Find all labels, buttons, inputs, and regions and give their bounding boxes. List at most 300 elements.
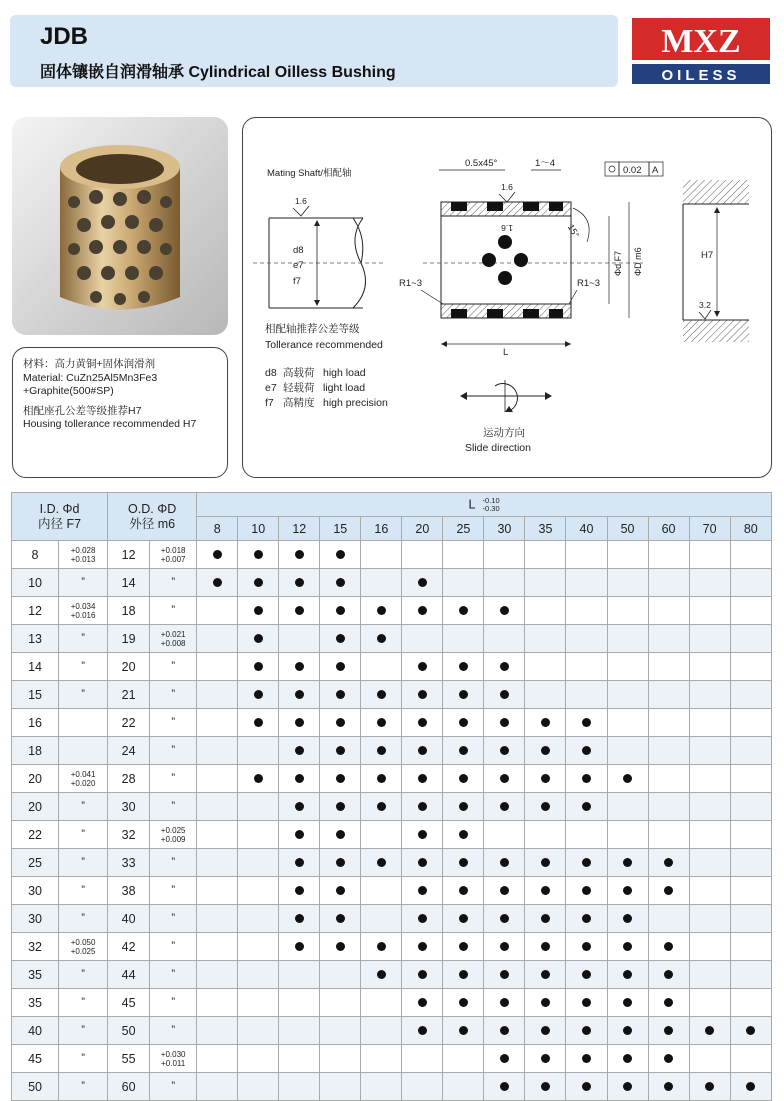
availability-cell-80	[730, 681, 771, 709]
technical-drawing	[242, 117, 772, 478]
availability-cell-25	[443, 1045, 484, 1073]
availability-dot	[336, 718, 345, 727]
od-tolerance	[150, 597, 197, 625]
availability-dot	[664, 858, 673, 867]
availability-cell-8	[197, 709, 238, 737]
availability-cell-70	[689, 989, 730, 1017]
availability-dot	[459, 690, 468, 699]
id-value: 14	[12, 653, 59, 681]
id-tolerance-line: ”	[81, 576, 85, 588]
od-value: 19	[108, 625, 150, 653]
range-label: 1～4	[535, 158, 556, 169]
id-tolerance	[59, 821, 108, 849]
load-f7-cn: 高精度	[283, 397, 315, 409]
od-tolerance-line: ”	[171, 576, 175, 588]
availability-dot	[541, 914, 550, 923]
availability-dot	[418, 718, 427, 727]
shaft-roughness: 1.6	[295, 196, 307, 206]
availability-cell-20	[402, 905, 443, 933]
length-col-16: 16	[361, 517, 402, 541]
od-value: 18	[108, 597, 150, 625]
availability-dot	[582, 858, 591, 867]
id-value: 45	[12, 1045, 59, 1073]
availability-dot	[254, 606, 263, 615]
id-tolerance-line: ”	[81, 1052, 85, 1064]
id-tolerance	[59, 625, 108, 653]
id-tolerance	[59, 597, 108, 625]
availability-cell-40	[566, 905, 607, 933]
od-tolerance-line: ”	[171, 912, 175, 924]
availability-cell-16	[361, 877, 402, 905]
availability-cell-15	[320, 569, 361, 597]
table-row	[12, 597, 772, 625]
availability-cell-60	[648, 933, 689, 961]
id-tolerance	[59, 569, 108, 597]
id-value: 12	[12, 597, 59, 625]
availability-dot	[295, 550, 304, 559]
availability-cell-40	[566, 961, 607, 989]
availability-dot	[295, 914, 304, 923]
availability-cell-40	[566, 569, 607, 597]
availability-cell-20	[402, 541, 443, 569]
availability-cell-20	[402, 989, 443, 1017]
length-col-20: 20	[402, 517, 443, 541]
brand-logo	[630, 14, 772, 86]
availability-cell-50	[607, 821, 648, 849]
availability-cell-10	[238, 625, 279, 653]
availability-cell-60	[648, 597, 689, 625]
radius-left: R1~3	[399, 278, 422, 289]
availability-cell-35	[525, 681, 566, 709]
availability-cell-80	[730, 709, 771, 737]
id-tolerance-line: ”	[81, 632, 85, 644]
availability-dot	[541, 1082, 550, 1091]
od-tolerance	[150, 821, 197, 849]
availability-cell-70	[689, 597, 730, 625]
availability-dot	[664, 998, 673, 1007]
availability-cell-16	[361, 709, 402, 737]
id-tolerance	[59, 1073, 108, 1101]
availability-cell-80	[730, 1073, 771, 1101]
availability-cell-30	[484, 961, 525, 989]
availability-cell-35	[525, 569, 566, 597]
availability-cell-8	[197, 877, 238, 905]
availability-cell-35	[525, 849, 566, 877]
availability-dot	[295, 830, 304, 839]
availability-cell-16	[361, 989, 402, 1017]
availability-dot	[664, 886, 673, 895]
availability-dot	[623, 970, 632, 979]
availability-cell-12	[279, 569, 320, 597]
availability-cell-12	[279, 653, 320, 681]
table-row	[12, 541, 772, 569]
availability-cell-50	[607, 541, 648, 569]
radius-right: R1~3	[577, 278, 600, 289]
load-e7-cn: 轻载荷	[283, 382, 315, 394]
availability-dot	[541, 886, 550, 895]
availability-dot	[418, 858, 427, 867]
od-tolerance	[150, 625, 197, 653]
od-value: 21	[108, 681, 150, 709]
length-col-40: 40	[566, 517, 607, 541]
availability-cell-40	[566, 821, 607, 849]
availability-dot	[541, 1054, 550, 1063]
availability-dot	[418, 998, 427, 1007]
od-tolerance	[150, 905, 197, 933]
od-tolerance-line: ”	[171, 968, 175, 980]
availability-cell-15	[320, 905, 361, 933]
id-tolerance	[59, 933, 108, 961]
availability-cell-12	[279, 541, 320, 569]
availability-dot	[664, 1054, 673, 1063]
availability-cell-80	[730, 625, 771, 653]
availability-cell-15	[320, 933, 361, 961]
id-value: 20	[12, 793, 59, 821]
availability-cell-25	[443, 681, 484, 709]
availability-dot	[377, 606, 386, 615]
availability-dot	[582, 942, 591, 951]
od-tolerance-line: ”	[171, 1080, 175, 1092]
availability-dot	[418, 578, 427, 587]
availability-dot	[418, 606, 427, 615]
od-tolerance	[150, 1045, 197, 1073]
id-tolerance-line: +0.041	[70, 769, 96, 779]
availability-cell-10	[238, 793, 279, 821]
availability-dot	[418, 690, 427, 699]
header-banner	[10, 15, 618, 87]
id-value: 50	[12, 1073, 59, 1101]
availability-dot	[254, 718, 263, 727]
table-body	[12, 541, 772, 1101]
id-value: 8	[12, 541, 59, 569]
availability-cell-20	[402, 933, 443, 961]
availability-dot	[377, 802, 386, 811]
availability-dot	[418, 830, 427, 839]
mating-shaft-shape	[253, 218, 383, 308]
availability-dot	[418, 662, 427, 671]
od-header: O.D. ΦD 外径 m6	[108, 493, 197, 541]
od-tolerance-line: ”	[171, 800, 175, 812]
od-value: 60	[108, 1073, 150, 1101]
od-value: 44	[108, 961, 150, 989]
availability-cell-15	[320, 1045, 361, 1073]
availability-dot	[377, 858, 386, 867]
material-en-2: +Graphite(500#SP)	[23, 385, 114, 397]
availability-cell-25	[443, 1017, 484, 1045]
availability-dot	[582, 802, 591, 811]
table-row	[12, 765, 772, 793]
logo-brand-text: MXZ	[661, 23, 741, 60]
availability-dot	[254, 634, 263, 643]
availability-cell-10	[238, 961, 279, 989]
availability-cell-25	[443, 933, 484, 961]
availability-dot	[500, 1054, 509, 1063]
od-value: 20	[108, 653, 150, 681]
availability-cell-70	[689, 709, 730, 737]
availability-cell-50	[607, 1045, 648, 1073]
availability-cell-60	[648, 625, 689, 653]
availability-cell-12	[279, 905, 320, 933]
availability-dot	[418, 746, 427, 755]
id-tolerance-line: ”	[81, 688, 85, 700]
availability-cell-50	[607, 625, 648, 653]
availability-cell-8	[197, 1045, 238, 1073]
availability-cell-15	[320, 625, 361, 653]
availability-dot	[500, 774, 509, 783]
availability-cell-50	[607, 849, 648, 877]
od-value: 24	[108, 737, 150, 765]
availability-cell-12	[279, 737, 320, 765]
table-row	[12, 905, 772, 933]
availability-dot	[541, 718, 550, 727]
availability-dot	[295, 718, 304, 727]
table-row	[12, 1045, 772, 1073]
availability-dot	[459, 802, 468, 811]
availability-cell-12	[279, 765, 320, 793]
od-value: 22	[108, 709, 150, 737]
availability-cell-16	[361, 681, 402, 709]
id-tolerance	[59, 709, 108, 737]
availability-cell-25	[443, 709, 484, 737]
availability-cell-40	[566, 653, 607, 681]
availability-dot	[582, 970, 591, 979]
od-tolerance-line: ”	[171, 940, 175, 952]
availability-cell-16	[361, 793, 402, 821]
availability-cell-15	[320, 877, 361, 905]
availability-cell-50	[607, 681, 648, 709]
od-tolerance	[150, 653, 197, 681]
availability-cell-30	[484, 765, 525, 793]
id-value: 40	[12, 1017, 59, 1045]
availability-cell-30	[484, 793, 525, 821]
availability-cell-16	[361, 933, 402, 961]
availability-dot	[459, 746, 468, 755]
availability-dot	[623, 1054, 632, 1063]
od-tolerance	[150, 933, 197, 961]
length-col-15: 15	[320, 517, 361, 541]
availability-cell-15	[320, 1017, 361, 1045]
availability-cell-25	[443, 793, 484, 821]
id-tolerance-line: +0.028	[70, 545, 96, 555]
availability-cell-40	[566, 849, 607, 877]
availability-cell-35	[525, 737, 566, 765]
availability-cell-70	[689, 849, 730, 877]
availability-cell-15	[320, 849, 361, 877]
availability-cell-25	[443, 569, 484, 597]
availability-cell-80	[730, 1045, 771, 1073]
availability-dot	[336, 690, 345, 699]
availability-dot	[377, 774, 386, 783]
availability-cell-80	[730, 793, 771, 821]
availability-cell-80	[730, 961, 771, 989]
availability-cell-20	[402, 793, 443, 821]
availability-dot	[623, 914, 632, 923]
availability-dot	[295, 942, 304, 951]
length-col-35: 35	[525, 517, 566, 541]
id-tolerance-line: ”	[81, 884, 85, 896]
availability-cell-60	[648, 793, 689, 821]
availability-cell-15	[320, 989, 361, 1017]
availability-dot	[500, 802, 509, 811]
availability-cell-35	[525, 1017, 566, 1045]
availability-cell-10	[238, 737, 279, 765]
availability-cell-40	[566, 933, 607, 961]
availability-cell-8	[197, 681, 238, 709]
availability-cell-12	[279, 1045, 320, 1073]
id-label: Φd F7	[613, 250, 623, 276]
availability-cell-10	[238, 905, 279, 933]
availability-cell-10	[238, 821, 279, 849]
availability-cell-12	[279, 1017, 320, 1045]
table-row	[12, 569, 772, 597]
availability-cell-12	[279, 709, 320, 737]
availability-dot	[336, 578, 345, 587]
availability-cell-8	[197, 1017, 238, 1045]
id-value: 13	[12, 625, 59, 653]
table-row	[12, 1073, 772, 1101]
id-value: 30	[12, 905, 59, 933]
availability-cell-40	[566, 877, 607, 905]
availability-cell-25	[443, 989, 484, 1017]
availability-cell-80	[730, 541, 771, 569]
availability-cell-25	[443, 625, 484, 653]
availability-cell-20	[402, 849, 443, 877]
availability-cell-20	[402, 765, 443, 793]
availability-dot	[254, 662, 263, 671]
availability-dot	[295, 886, 304, 895]
od-tolerance-line: ”	[171, 744, 175, 756]
availability-cell-16	[361, 625, 402, 653]
availability-cell-50	[607, 765, 648, 793]
availability-dot	[459, 1026, 468, 1035]
od-value: 14	[108, 569, 150, 597]
od-tolerance-line: +0.025	[160, 825, 186, 835]
availability-cell-8	[197, 821, 238, 849]
table-row	[12, 961, 772, 989]
availability-cell-15	[320, 681, 361, 709]
table-row	[12, 653, 772, 681]
availability-cell-8	[197, 905, 238, 933]
housing-roughness: 3.2	[699, 300, 711, 310]
availability-cell-60	[648, 1045, 689, 1073]
availability-dot	[705, 1026, 714, 1035]
od-tolerance-line: +0.007	[160, 554, 186, 564]
length-header: L -0.10 -0.30	[197, 493, 772, 517]
availability-cell-70	[689, 1073, 730, 1101]
availability-cell-10	[238, 1073, 279, 1101]
availability-cell-15	[320, 821, 361, 849]
availability-cell-35	[525, 1045, 566, 1073]
availability-cell-70	[689, 877, 730, 905]
availability-dot	[336, 802, 345, 811]
availability-cell-8	[197, 625, 238, 653]
id-tolerance-line: ”	[81, 1024, 85, 1036]
availability-dot	[500, 1082, 509, 1091]
availability-dot	[295, 802, 304, 811]
availability-cell-25	[443, 653, 484, 681]
availability-cell-10	[238, 933, 279, 961]
availability-dot	[295, 858, 304, 867]
housing-fit: H7	[701, 250, 714, 261]
od-tolerance	[150, 1073, 197, 1101]
availability-cell-12	[279, 849, 320, 877]
availability-cell-16	[361, 541, 402, 569]
availability-dot	[500, 858, 509, 867]
id-tolerance-line: ”	[81, 996, 85, 1008]
availability-dot	[418, 774, 427, 783]
availability-dot	[336, 550, 345, 559]
availability-cell-8	[197, 933, 238, 961]
table-row	[12, 709, 772, 737]
od-value: 42	[108, 933, 150, 961]
availability-cell-12	[279, 821, 320, 849]
availability-cell-30	[484, 849, 525, 877]
availability-cell-35	[525, 905, 566, 933]
availability-cell-20	[402, 709, 443, 737]
availability-cell-20	[402, 681, 443, 709]
availability-cell-15	[320, 709, 361, 737]
od-value: 12	[108, 541, 150, 569]
availability-dot	[418, 1026, 427, 1035]
id-value: 30	[12, 877, 59, 905]
od-tolerance-line: ”	[171, 772, 175, 784]
id-tolerance	[59, 653, 108, 681]
availability-cell-20	[402, 1045, 443, 1073]
availability-dot	[459, 662, 468, 671]
material-en-1: Material: CuZn25Al5Mn3Fe3	[23, 371, 158, 384]
availability-cell-20	[402, 653, 443, 681]
roughness-outer: 1.6	[501, 182, 513, 192]
availability-cell-8	[197, 1073, 238, 1101]
availability-cell-16	[361, 905, 402, 933]
angle-label: 15°	[565, 222, 582, 240]
availability-cell-20	[402, 625, 443, 653]
availability-cell-12	[279, 681, 320, 709]
od-tolerance	[150, 849, 197, 877]
availability-dot	[541, 998, 550, 1007]
id-tolerance	[59, 877, 108, 905]
availability-cell-50	[607, 597, 648, 625]
availability-cell-30	[484, 541, 525, 569]
availability-cell-10	[238, 877, 279, 905]
availability-cell-50	[607, 989, 648, 1017]
availability-cell-30	[484, 821, 525, 849]
availability-dot	[582, 1026, 591, 1035]
id-value: 35	[12, 989, 59, 1017]
availability-cell-60	[648, 541, 689, 569]
dimension-table	[11, 492, 772, 1101]
id-tolerance	[59, 905, 108, 933]
id-value: 25	[12, 849, 59, 877]
availability-cell-80	[730, 905, 771, 933]
availability-cell-50	[607, 653, 648, 681]
id-tolerance-line: +0.013	[70, 554, 96, 564]
availability-cell-60	[648, 569, 689, 597]
availability-cell-40	[566, 1073, 607, 1101]
load-d8-en: high load	[323, 367, 366, 379]
availability-dot	[295, 746, 304, 755]
availability-cell-30	[484, 681, 525, 709]
od-tolerance-line: ”	[171, 1024, 175, 1036]
bushing-section	[399, 158, 663, 358]
length-col-10: 10	[238, 517, 279, 541]
availability-cell-8	[197, 765, 238, 793]
availability-dot	[377, 718, 386, 727]
availability-cell-15	[320, 541, 361, 569]
availability-cell-70	[689, 961, 730, 989]
load-d8-code: d8	[265, 367, 277, 379]
od-tolerance	[150, 877, 197, 905]
